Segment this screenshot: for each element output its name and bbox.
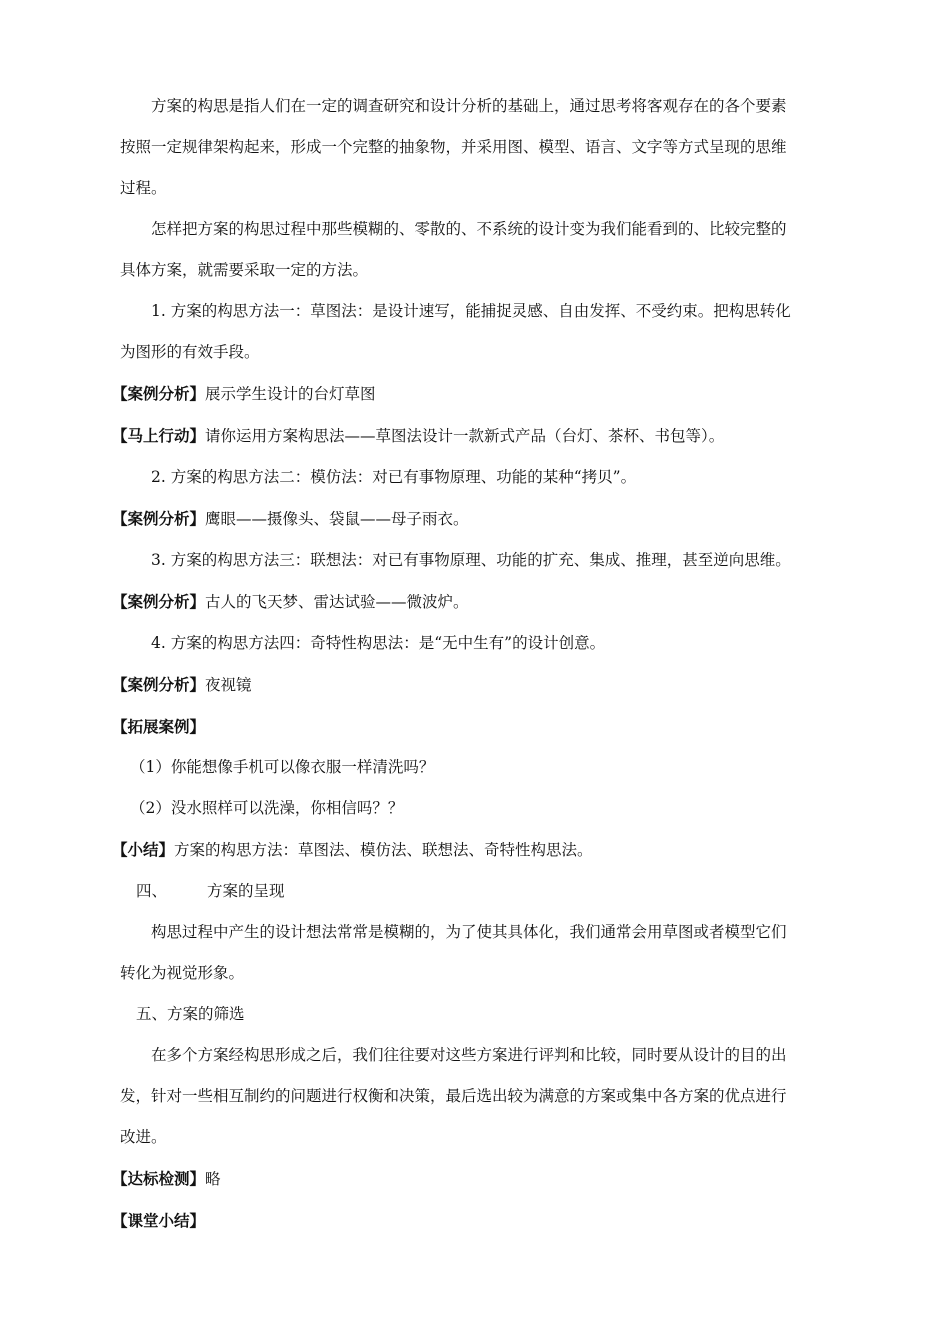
extension-case-2: （2）没水照样可以洗澡，你相信吗？？ <box>130 799 404 817</box>
case-text: 夜视镜 <box>205 676 252 694</box>
case-analysis-1 <box>112 373 800 415</box>
test-text: 略 <box>205 1170 221 1188</box>
summary <box>112 829 800 871</box>
standard-test <box>112 1158 800 1200</box>
case-analysis-3 <box>112 581 800 623</box>
section-5-heading: 五、方案的筛选 <box>136 1005 245 1023</box>
action-label: 【马上行动】 <box>112 426 206 445</box>
method-4: 4. 方案的构思方法四：奇特性构思法：是“无中生有”的设计创意。 <box>151 634 606 652</box>
paragraph-presentation: 构思过程中产生的设计想法常常是模糊的，为了使其具体化，我们通常会用草图或者模型它们转化为视觉形象。 <box>120 923 787 982</box>
method-2: 2. 方案的构思方法二：模仿法：对已有事物原理、功能的某种“拷贝”。 <box>151 468 637 486</box>
section-4-number: 四、 <box>136 882 168 900</box>
section-4-title: 方案的呈现 <box>207 882 285 900</box>
case-text: 古人的飞天梦、雷达试验——微波炉。 <box>205 593 469 611</box>
paragraph-selection: 在多个方案经构思形成之后，我们往往要对这些方案进行评判和比较，同时要从设计的目的出发，针对一些相互制约的问题进行权衡和决策，最后选出较为满意的方案或集中各方案的优点进行改进。 <box>120 1046 787 1146</box>
section-4-heading <box>120 871 800 912</box>
paragraph-definition: 方案的构思是指人们在一定的调查研究和设计分析的基础上，通过思考将客观存在的各个要素按照一定规律架构起来，形成一个完整的抽象物，并采用图、模型、语言、文字等方式呈现的思维过程。 <box>120 97 787 197</box>
summary-label: 【小结】 <box>112 840 175 859</box>
case-text: 展示学生设计的台灯草图 <box>205 385 376 403</box>
case-label: 【案例分析】 <box>112 592 206 611</box>
summary-text: 方案的构思方法：草图法、模仿法、联想法、奇特性构思法。 <box>174 841 593 859</box>
paragraph-question: 怎样把方案的构思过程中那些模糊的、零散的、不系统的设计变为我们能看到的、比较完整的具体方案，就需要采取一定的方法。 <box>120 220 787 279</box>
case-label: 【案例分析】 <box>112 675 206 694</box>
case-analysis-2 <box>112 498 800 540</box>
method-3: 3. 方案的构思方法三：联想法：对已有事物原理、功能的扩充、集成、推理，甚至逆向思维。 <box>151 551 791 569</box>
action-text: 请你运用方案构思法——草图法设计一款新式产品（台灯、茶杯、书包等）。 <box>205 427 725 445</box>
case-label: 【案例分析】 <box>112 509 206 528</box>
case-label: 【案例分析】 <box>112 384 206 403</box>
test-label: 【达标检测】 <box>112 1169 206 1188</box>
extension-label: 【拓展案例】 <box>112 717 206 736</box>
case-text: 鹰眼——摄像头、袋鼠——母子雨衣。 <box>205 510 469 528</box>
action-item <box>112 415 800 457</box>
method-1: 1. 方案的构思方法一：草图法：是设计速写，能捕捉灵感、自由发挥、不受约束。把构思转化为图形的有效手段。 <box>120 302 791 361</box>
class-summary-label: 【课堂小结】 <box>112 1211 206 1230</box>
extension-case-1: （1）你能想像手机可以像衣服一样清洗吗？ <box>130 758 435 776</box>
case-analysis-4 <box>112 664 800 706</box>
